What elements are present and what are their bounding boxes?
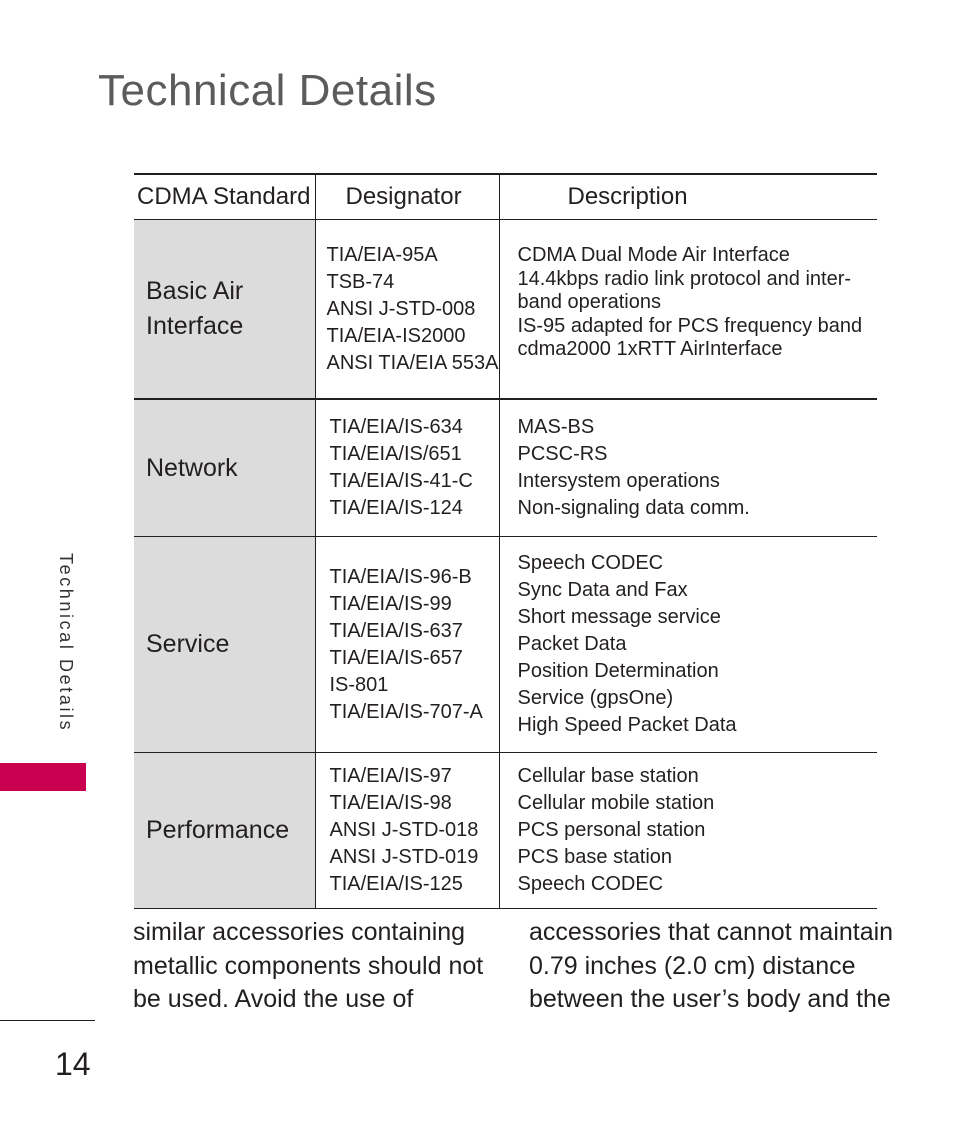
description-cell	[499, 753, 877, 909]
description-item: Position Determination	[517, 660, 719, 682]
designator-item: TIA/EIA/IS-99	[329, 592, 452, 615]
description-item: Intersystem operations	[517, 470, 720, 492]
body-text-line: metallic components should not	[133, 951, 484, 980]
body-text-right-column	[529, 916, 894, 1017]
standard-name: Performance	[146, 816, 290, 844]
description-item: Packet Data	[517, 633, 627, 655]
header-description: Description	[499, 174, 877, 220]
designator-item: ANSI J-STD-008	[326, 297, 476, 320]
standard-cell	[134, 537, 315, 753]
standard-cell	[134, 399, 315, 537]
description-cell	[499, 537, 877, 753]
designator-item: TIA/EIA/IS-98	[329, 792, 452, 814]
description-item: Short message service	[517, 606, 721, 628]
description-item: 14.4kbps radio link protocol and inter-	[517, 267, 852, 290]
designator-item: TIA/EIA/IS/651	[329, 443, 462, 465]
designator-item: TIA/EIA/IS-125	[329, 873, 463, 895]
section-tab-marker	[0, 763, 86, 791]
standard-cell	[134, 220, 315, 400]
description-item: Service (gpsOne)	[517, 687, 674, 709]
description-item: High Speed Packet Data	[517, 714, 737, 736]
designator-item: ANSI J-STD-019	[329, 846, 479, 868]
description-item: Sync Data and Fax	[517, 579, 688, 601]
table-row	[134, 399, 877, 537]
standard-name: Interface	[146, 312, 244, 340]
standard-cell	[134, 753, 315, 909]
description-item: PCS base station	[517, 846, 673, 868]
description-cell	[499, 220, 877, 400]
designator-item: ANSI J-STD-018	[329, 819, 479, 841]
body-text-line: similar accessories containing	[133, 918, 466, 946]
cdma-standards-table	[134, 173, 877, 909]
designator-item: TIA/EIA/IS-124	[329, 497, 463, 519]
footer-divider	[0, 1020, 95, 1021]
designator-item: TIA/EIA/IS-96-B	[329, 565, 472, 588]
body-text-line: 0.79 inches (2.0 cm) distance	[529, 951, 856, 980]
standard-name: Network	[146, 453, 238, 482]
description-item: PCS personal station	[517, 819, 706, 841]
header-designator: Designator	[315, 174, 499, 220]
designator-item: TIA/EIA/IS-97	[329, 765, 452, 787]
header-cdma-standard: CDMA Standard	[134, 174, 315, 220]
side-section-label: Technical Details	[56, 553, 76, 733]
designator-item: TIA/EIA/IS-637	[329, 619, 463, 642]
designator-item: ANSI TIA/EIA 553A	[326, 351, 499, 374]
body-text-line: between the user’s body and the	[529, 985, 891, 1013]
description-item: IS-95 adapted for PCS frequency band	[517, 314, 863, 337]
description-item: Speech CODEC	[517, 873, 664, 895]
designator-cell	[315, 753, 499, 909]
description-item: Cellular base station	[517, 765, 699, 787]
body-text-left-column	[133, 916, 493, 1017]
table-header-row	[134, 174, 877, 220]
table-row	[134, 220, 877, 400]
table-row	[134, 753, 877, 909]
designator-cell	[315, 537, 499, 753]
designator-item: TIA/EIA/IS-634	[329, 416, 463, 438]
description-item: cdma2000 1xRTT AirInterface	[517, 338, 783, 361]
designator-item: TIA/EIA/IS-41-C	[329, 470, 473, 492]
designator-item: TIA/EIA/IS-657	[329, 646, 463, 669]
table-row	[134, 537, 877, 753]
description-item: CDMA Dual Mode Air Interface	[517, 244, 790, 267]
designator-item: TIA/EIA-95A	[326, 243, 438, 266]
standard-name: Service	[146, 630, 230, 658]
standard-name: Basic Air	[146, 277, 244, 305]
designator-item: TIA/EIA/IS-707-A	[329, 700, 483, 723]
page-title: Technical Details	[98, 66, 437, 115]
description-cell	[499, 399, 877, 537]
designator-item: TIA/EIA-IS2000	[326, 324, 466, 347]
body-text-line: accessories that cannot maintain	[529, 918, 894, 946]
description-item: Cellular mobile station	[517, 792, 715, 814]
description-item: PCSC-RS	[517, 443, 608, 465]
body-text-line: be used. Avoid the use of	[133, 985, 414, 1013]
designator-item: TSB-74	[326, 270, 395, 293]
description-item: Non-signaling data comm.	[517, 497, 750, 519]
description-item: MAS-BS	[517, 416, 595, 438]
description-item: band operations	[517, 291, 661, 314]
designator-cell	[315, 399, 499, 537]
designator-cell	[315, 220, 499, 400]
description-item: Speech CODEC	[517, 552, 664, 574]
designator-item: IS-801	[329, 673, 389, 696]
page-number: 14	[55, 1046, 91, 1082]
